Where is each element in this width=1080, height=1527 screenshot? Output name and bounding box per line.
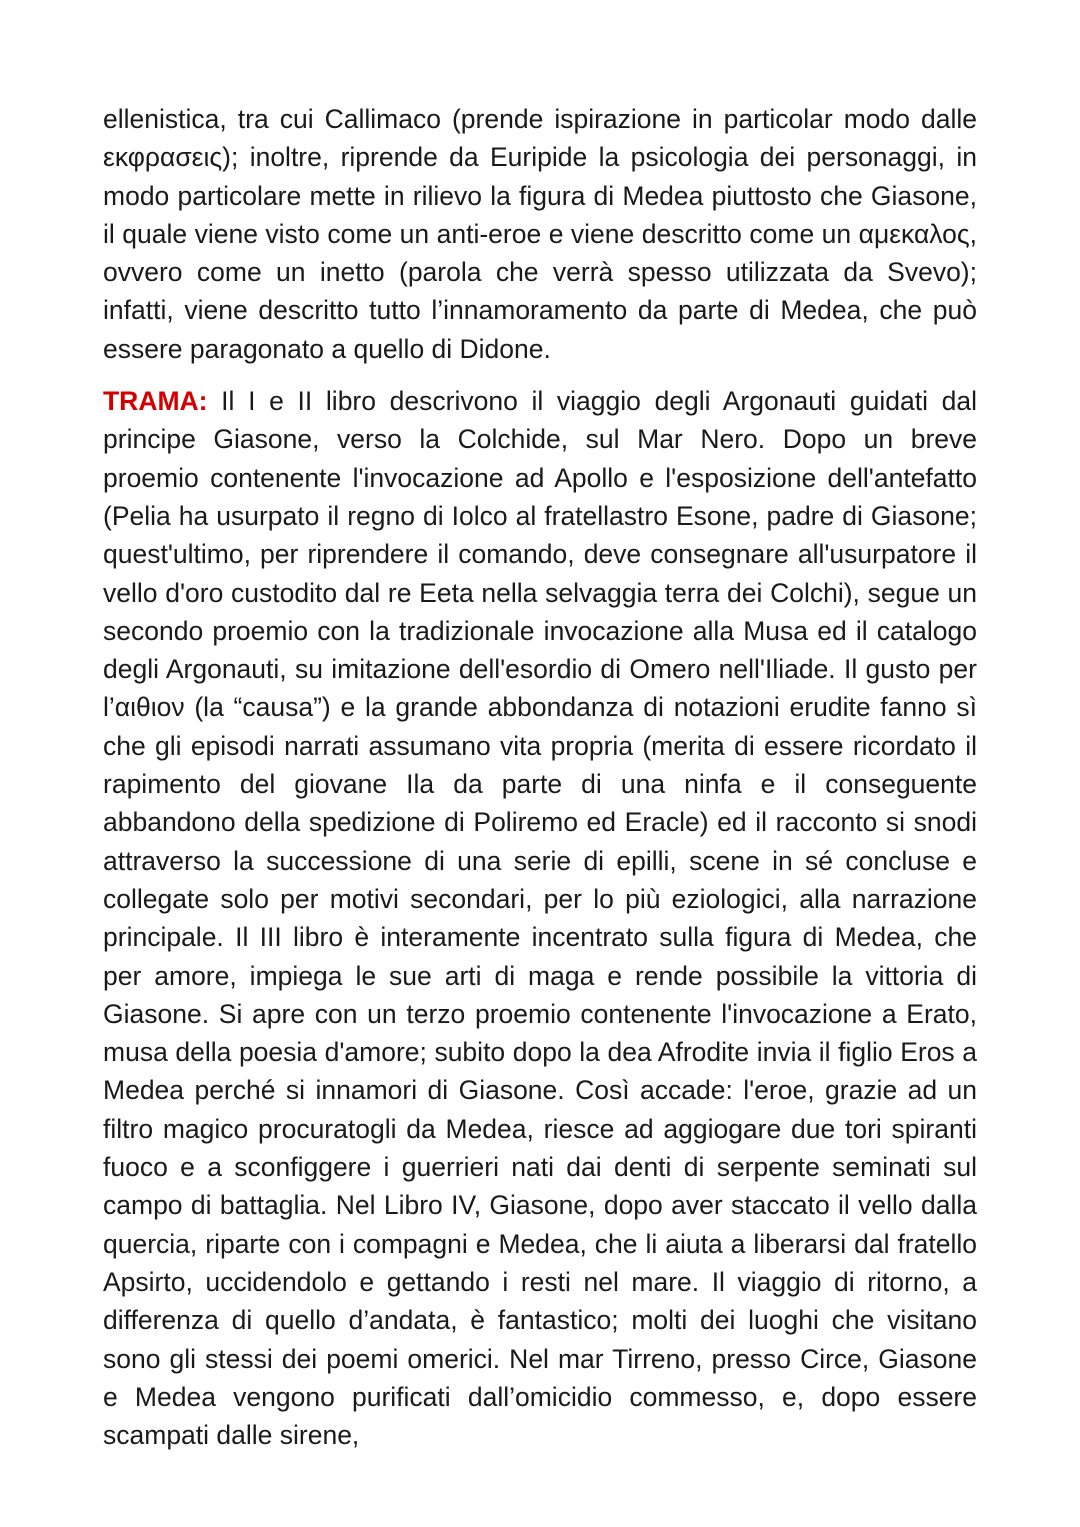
trama-text: Il I e II libro descrivono il viaggio degli Argonauti guidati dal principe Giasone, verso la Colchide, sul Mar Nero. Dopo un breve proemio contenente l'invocazione ad Apollo e l'esposizione dell'antefatto (Pelia ha usurpato il regno di Iolco al fratellastro Esone, padre di Giasone; quest'ultimo, per riprendere il comando, deve consegnare all'usurpatore il vello d'oro custodito dal re Eeta nella selvaggia terra dei Colchi), segue un secondo proemio con la tradizionale invocazione alla Musa ed il catalogo degli Argonauti, su imitazione dell'esordio di Omero nell'Iliade. Il gusto per l’αιθιον (la “causa”) e la grande abbondanza di notazioni erudite fanno sì che gli episodi narrati assumano vita propria (merita di essere ricordato il rapimento del giovane Ila da parte di una ninfa e il conseguente abbandono della spedizione di Poliremo ed Eracle) ed il racconto si snodi attraverso la successione di una serie di epilli, scene in sé concluse e collegate solo per motivi secondari, per lo più eziologici, alla narrazione principale. Il III libro è interamente incentrato sulla figura di Medea, che per amore, impiega le sue arti di maga e rende possibile la vittoria di Giasone. Si apre con un terzo proemio contenente l'invocazione a Erato, musa della poesia d'amore; subito dopo la dea Afrodite invia il figlio Eros a Medea perché si innamori di Giasone. Così accade: l'eroe, grazie ad un filtro magico procuratogli da Medea, riesce ad aggiogare due tori spiranti fuoco e a sconfiggere i guerrieri nati dai denti di serpente seminati sul campo di battaglia. Nel Libro IV, Giasone, dopo aver staccato il vello dalla quercia, riparte con i compagni e Medea, che li aiuta a liberarsi dal fratello Apsirto, uccidendolo e gettando i resti nel mare. Il viaggio di ritorno, a differenza di quello d’andata, è fantastico; molti dei luoghi che visitano sono gli stessi dei poemi omerici. Nel mar Tirreno, presso Circe, Giasone e Medea vengono purificati dall’omicidio commesso, e, dopo essere scampati dalle sirene, — [103, 386, 977, 1451]
trama-paragraph — [103, 382, 977, 1454]
intro-paragraph: ellenistica, tra cui Callimaco (prende ispirazione in particolar modo dalle εκφρασεις); inoltre, riprende da Euripide la psicologia dei personaggi, in modo particolare mette in rilievo la figura di Medea piuttosto che Giasone, il quale viene visto come un anti-eroe e viene descritto come un αμεκαλος, ovvero come un inetto (parola che verrà spesso utilizzata da Svevo); infatti, viene descritto tutto l’innamoramento da parte di Medea, che può essere paragonato a quello di Didone. — [103, 104, 977, 364]
trama-label: TRAMA: — [103, 386, 208, 417]
document-page — [103, 100, 977, 1454]
